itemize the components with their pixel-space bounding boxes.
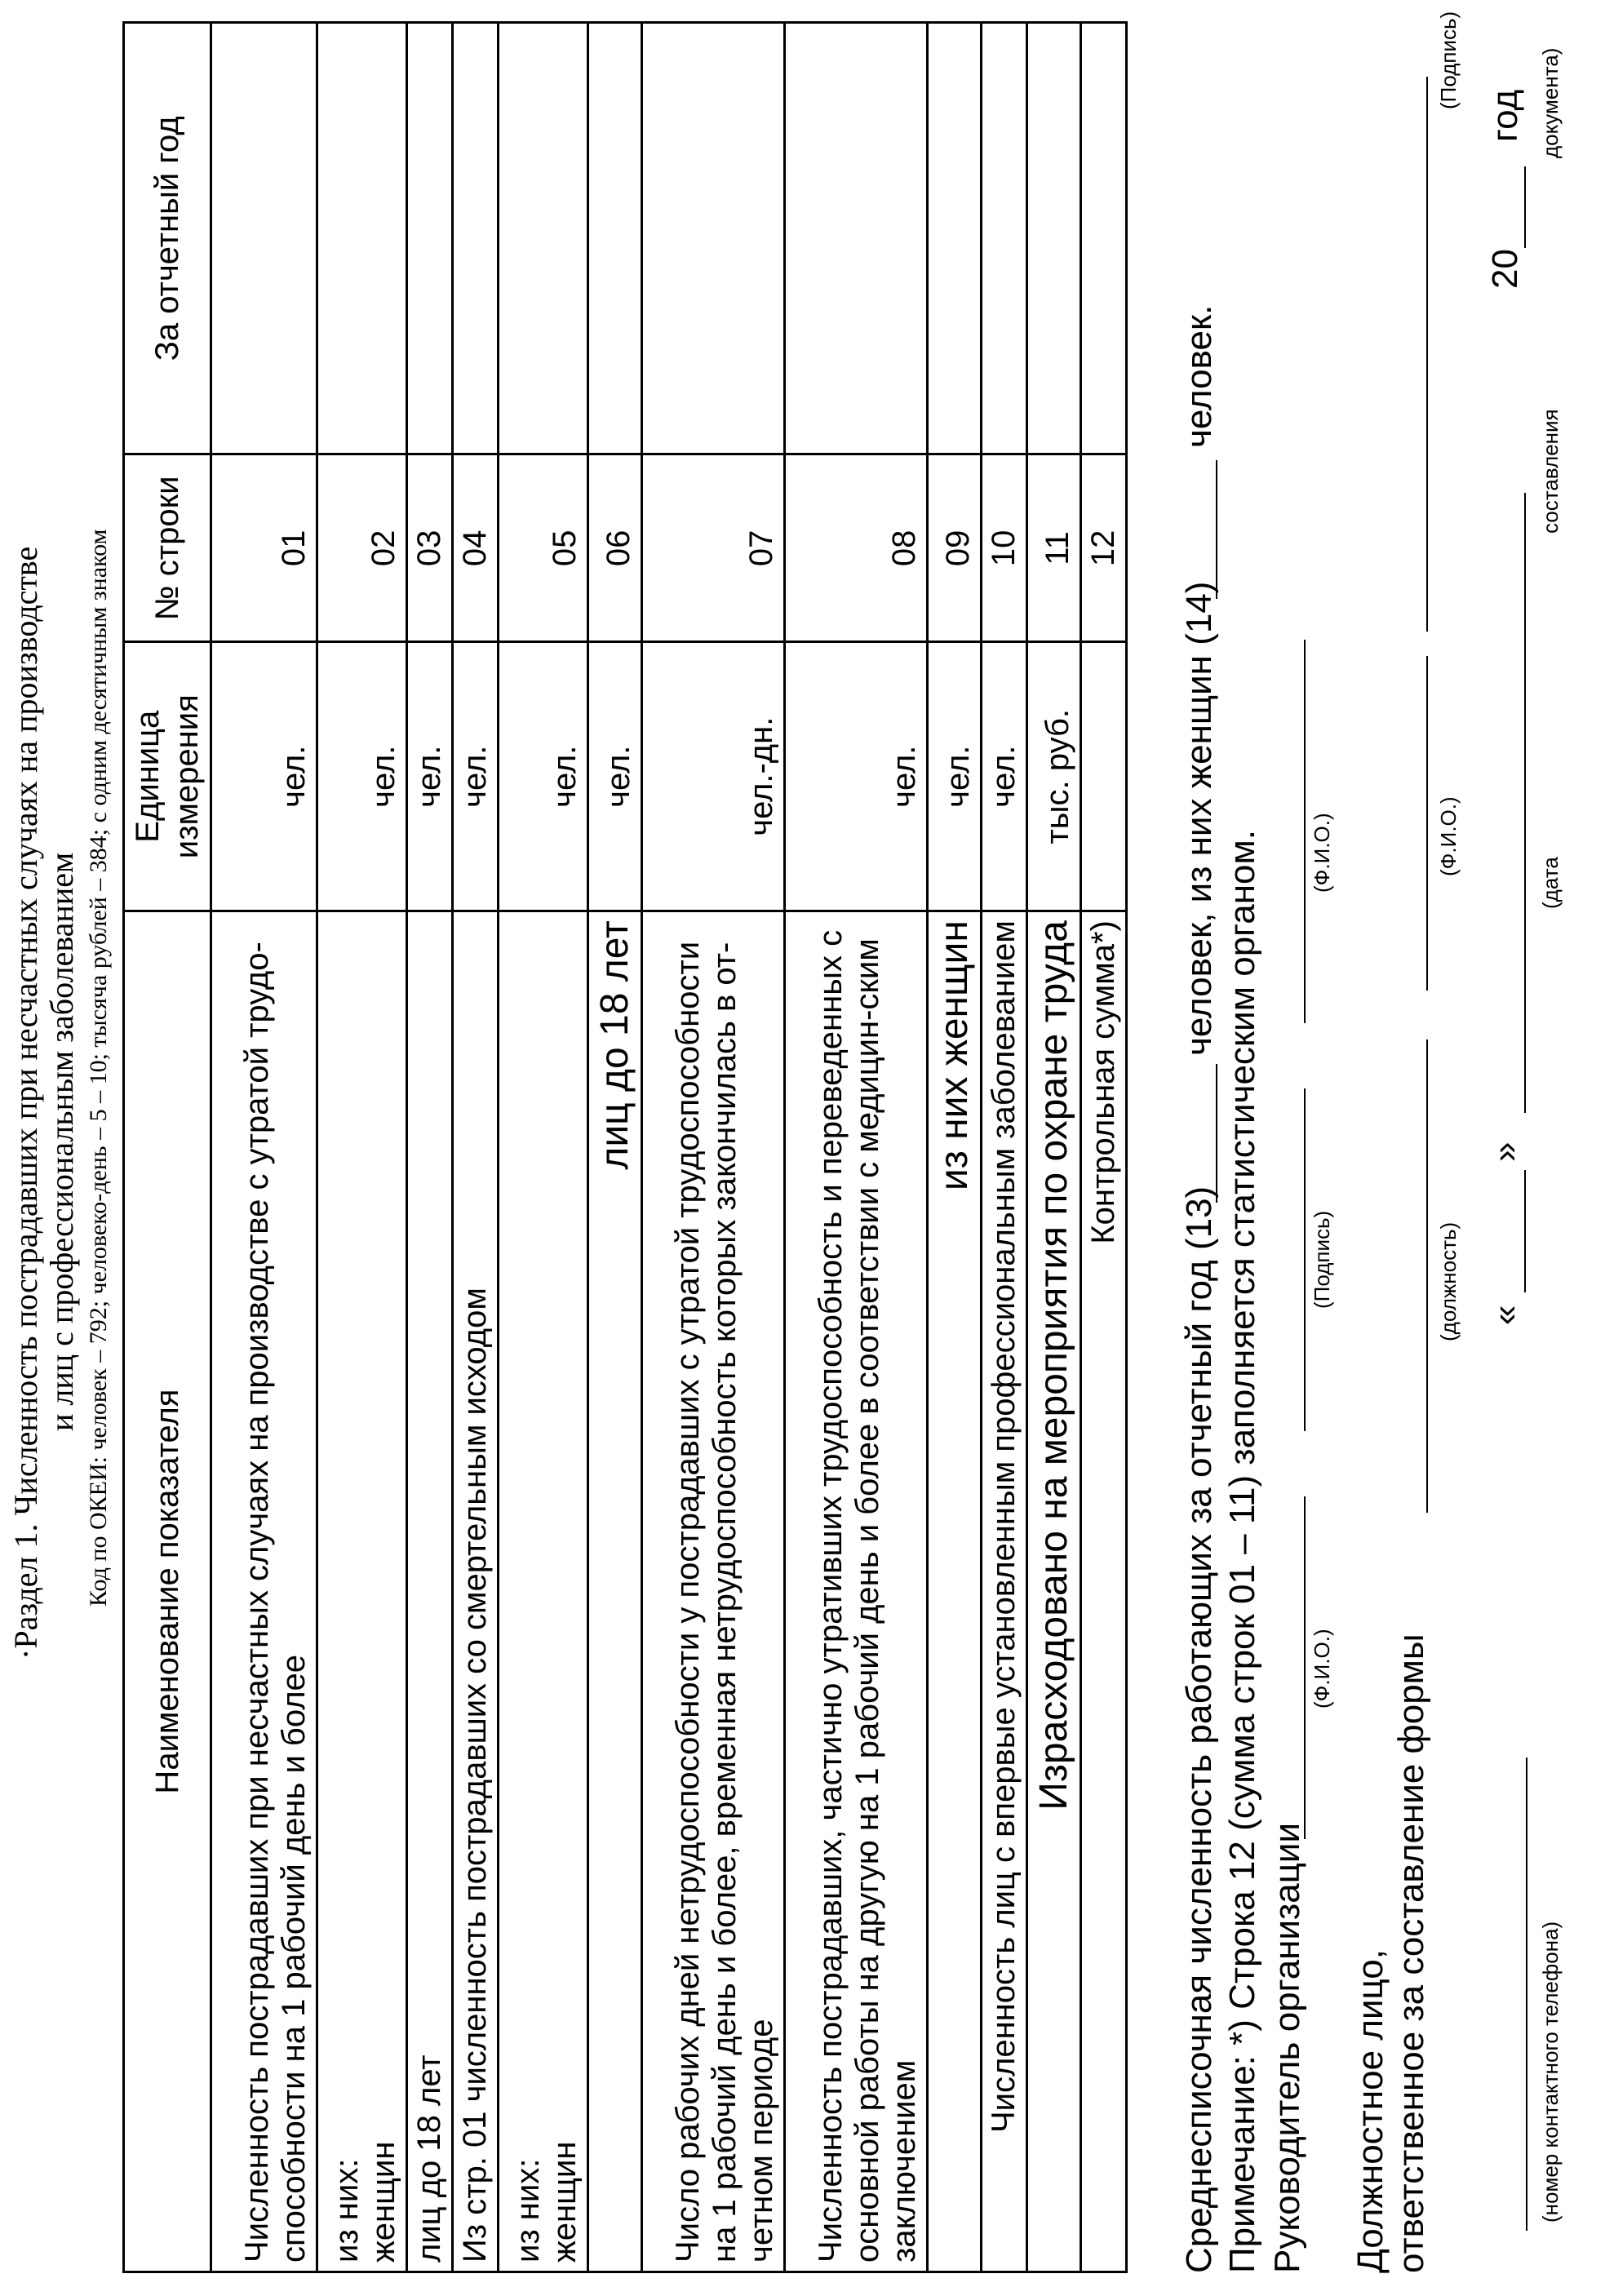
row-label: женщин bbox=[547, 2141, 583, 2263]
row-name: Контрольная сумма*) bbox=[1081, 911, 1127, 2272]
row-subhead: из них: bbox=[510, 2158, 546, 2263]
row-value[interactable] bbox=[1081, 23, 1127, 454]
date-year-field[interactable] bbox=[1524, 166, 1526, 248]
row-value[interactable] bbox=[642, 23, 785, 454]
official-fio-field[interactable] bbox=[1426, 656, 1428, 991]
row-label: женщин bbox=[366, 2141, 401, 2263]
head-fio-field[interactable] bbox=[1304, 1496, 1306, 1839]
table-row bbox=[785, 23, 928, 2272]
row-no: 03 bbox=[407, 454, 453, 642]
row-value[interactable] bbox=[785, 23, 928, 454]
head-fio2-caption: (Ф.И.О.) bbox=[1310, 813, 1334, 893]
official-label-line2: ответственное за составление формы bbox=[1391, 1633, 1431, 2273]
row-name: Израсходовано на мероприятия по охране труда bbox=[1027, 911, 1081, 2272]
row-name: Из стр. 01 численность пострадавших со смертельным исходом bbox=[453, 911, 499, 2272]
note-text: Примечание: *) Строка 12 (сумма строк 01 – 11) заполняется статистическим органом. bbox=[1222, 830, 1262, 2273]
avg-women-field[interactable] bbox=[1216, 460, 1217, 599]
table-row bbox=[499, 23, 588, 2272]
indicators-table bbox=[122, 21, 1128, 2273]
head-fio2-field[interactable] bbox=[1304, 640, 1306, 1023]
row-name: Численность пострадавших, частично утративших трудоспособность и переведенных с основной работы на другую на 1 рабочий день и более в соответствии с медицин-ским заключением bbox=[785, 911, 928, 2272]
official-label-line1: Должностное лицо, bbox=[1350, 1949, 1390, 2273]
avg-unit-label: человек. bbox=[1179, 304, 1219, 448]
row-unit: чел. bbox=[211, 642, 317, 911]
row-value[interactable] bbox=[982, 23, 1027, 454]
official-fio-caption: (Ф.И.О.) bbox=[1436, 796, 1461, 876]
table-row bbox=[453, 23, 499, 2272]
row-name: Численность пострадавших при несчастных случаях на производстве с утратой трудо-способности на 1 рабочий день и более bbox=[211, 911, 317, 2272]
table-row bbox=[211, 23, 317, 2272]
row-unit: чел. bbox=[982, 642, 1027, 911]
okei-codes: Код по ОКЕИ: человек – 792; человеко-день – 5 – 10; тысяча рублей – 384; с одним десятичным знаком bbox=[85, 529, 112, 1607]
row-value[interactable] bbox=[453, 23, 499, 454]
row-unit: чел. bbox=[588, 642, 642, 911]
row-name: лиц до 18 лет bbox=[407, 911, 453, 2272]
row-name: Численность лиц с впервые установленным профессиональным заболеванием bbox=[982, 911, 1027, 2272]
official-position-field[interactable] bbox=[1426, 1039, 1428, 1513]
row-value[interactable] bbox=[407, 23, 453, 454]
row-no: 05 bbox=[499, 454, 588, 642]
head-sign-field[interactable] bbox=[1304, 1088, 1306, 1431]
row-value[interactable] bbox=[1027, 23, 1081, 454]
row-unit: чел. bbox=[317, 642, 407, 911]
table-row bbox=[588, 23, 642, 2272]
row-no: 01 bbox=[211, 454, 317, 642]
row-no: 11 bbox=[1027, 454, 1081, 642]
official-sign-field[interactable] bbox=[1426, 77, 1428, 632]
row-value[interactable] bbox=[499, 23, 588, 454]
phone-caption: (номер контактного телефона) bbox=[1538, 1921, 1563, 2223]
row-name: Число рабочих дней нетрудоспособности у пострадавших с утратой трудоспособности на 1 рабочий день и более, временная нетрудоспособность которых закончилась в от-четном периоде bbox=[642, 911, 785, 2272]
row-name: лиц до 18 лет bbox=[588, 911, 642, 2272]
official-sign-caption: (Подпись) bbox=[1436, 11, 1461, 109]
head-label: Руководитель организации bbox=[1267, 1822, 1307, 2273]
row-unit: чел. bbox=[785, 642, 928, 911]
row-no: 06 bbox=[588, 454, 642, 642]
table-row bbox=[317, 23, 407, 2272]
head-sign-caption: (Подпись) bbox=[1310, 1210, 1334, 1309]
row-name: из них женщин bbox=[928, 911, 982, 2272]
avg-count-field[interactable] bbox=[1216, 1064, 1217, 1203]
row-no: 07 bbox=[642, 454, 785, 642]
row-value[interactable] bbox=[588, 23, 642, 454]
row-no: 10 bbox=[982, 454, 1027, 642]
header-row-no: № строки bbox=[124, 454, 211, 642]
row-no: 02 bbox=[317, 454, 407, 642]
row-no: 04 bbox=[453, 454, 499, 642]
date-caption-2: составления bbox=[1538, 409, 1563, 534]
table-row bbox=[1027, 23, 1081, 2272]
date-quote-close: » bbox=[1485, 1141, 1525, 1162]
phone-field[interactable] bbox=[1526, 1757, 1527, 2231]
row-unit: чел. bbox=[928, 642, 982, 911]
row-unit: тыс. руб. bbox=[1027, 642, 1081, 911]
header-unit: Единица измерения bbox=[124, 642, 211, 911]
row-unit bbox=[1081, 642, 1127, 911]
date-caption-3: документа) bbox=[1538, 47, 1563, 158]
row-name bbox=[317, 911, 407, 2272]
table-row bbox=[642, 23, 785, 2272]
row-value[interactable] bbox=[317, 23, 407, 454]
row-name bbox=[499, 911, 588, 2272]
date-year-prefix: 20 bbox=[1485, 249, 1525, 289]
table-row bbox=[1081, 23, 1127, 2272]
date-day-field[interactable] bbox=[1524, 1170, 1526, 1292]
table-row bbox=[407, 23, 453, 2272]
table-row bbox=[928, 23, 982, 2272]
date-quote-open: « bbox=[1485, 1305, 1525, 1325]
official-position-caption: (должность) bbox=[1436, 1221, 1461, 1341]
date-month-field[interactable] bbox=[1524, 493, 1526, 1113]
section-title-line1: ·Раздел 1. Численность пострадавших при несчастных случаях на производстве bbox=[7, 546, 44, 1660]
row-unit: чел. bbox=[499, 642, 588, 911]
row-value[interactable] bbox=[211, 23, 317, 454]
header-name: Наименование показателя bbox=[124, 911, 211, 2272]
table-header-row bbox=[124, 23, 211, 2272]
row-no: 12 bbox=[1081, 454, 1127, 642]
row-subhead: из них: bbox=[329, 2158, 365, 2263]
date-year-suffix: год bbox=[1485, 89, 1525, 142]
row-unit: чел. bbox=[407, 642, 453, 911]
row-unit: чел.-дн. bbox=[642, 642, 785, 911]
row-value[interactable] bbox=[928, 23, 982, 454]
row-no: 09 bbox=[928, 454, 982, 642]
avg-women-label: человек, из них женщин (14) bbox=[1179, 581, 1219, 1056]
table-row bbox=[982, 23, 1027, 2272]
header-value: За отчетный год bbox=[124, 23, 211, 454]
row-no: 08 bbox=[785, 454, 928, 642]
row-unit: чел. bbox=[453, 642, 499, 911]
date-caption-1: (дата bbox=[1538, 857, 1563, 909]
head-fio-caption: (Ф.И.О.) bbox=[1310, 1629, 1334, 1709]
avg-count-label: Среднесписочная численность работающих за отчетный год (13) bbox=[1179, 1186, 1219, 2273]
section-title-line2: и лиц с профессиональным заболеванием bbox=[43, 852, 80, 1431]
